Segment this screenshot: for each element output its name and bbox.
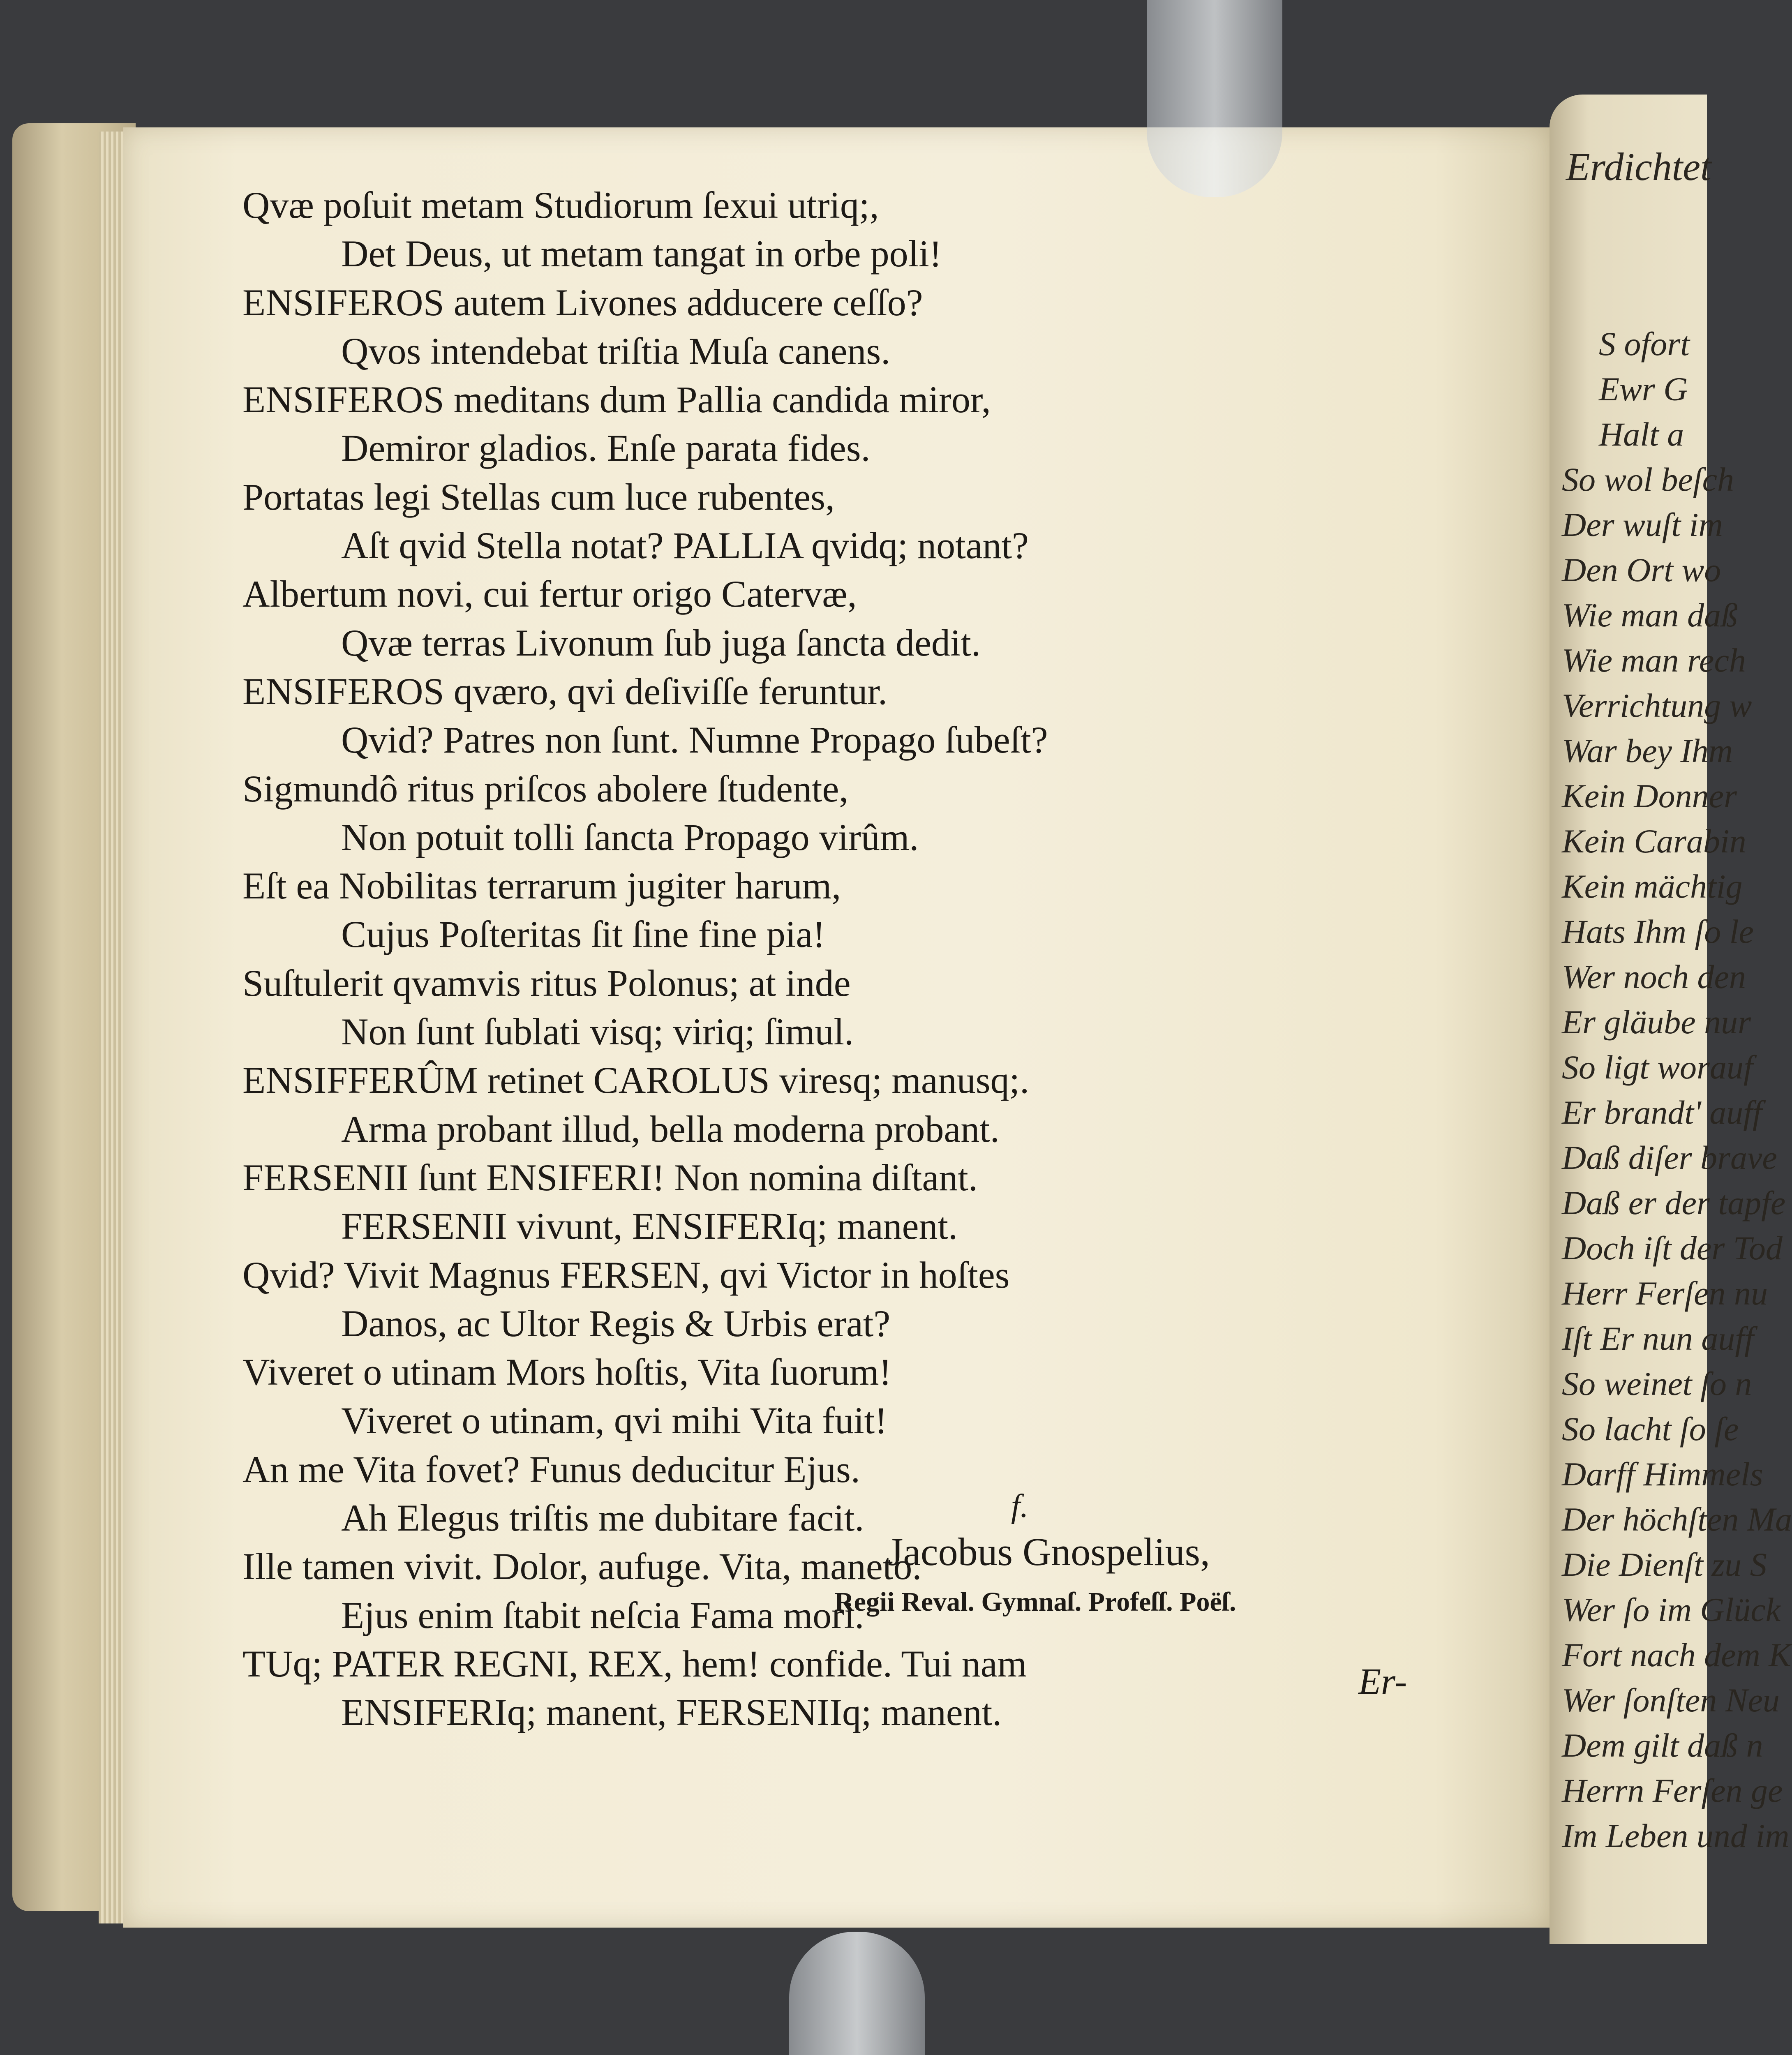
facing-page-line: Dem gilt daß n xyxy=(1562,1727,1763,1764)
facing-page-line: Erdichtet xyxy=(1566,145,1711,189)
facing-page-line: So wol beſch xyxy=(1562,461,1734,498)
poem-line: Ejus enim ſtabit neſcia Fama mori. xyxy=(341,1594,864,1636)
facing-page-line: Daß er der tapfe xyxy=(1562,1184,1786,1221)
facing-page-line: Der höchſten Ma xyxy=(1562,1501,1792,1538)
facing-page-line: Fort nach dem K xyxy=(1562,1636,1791,1674)
poem-line: Sigmundô ritus priſcos abolere ſtudente, xyxy=(242,767,849,810)
facing-page-line: Er brandt' auff xyxy=(1562,1094,1762,1131)
facing-page-line: Daß diſer brave xyxy=(1562,1139,1777,1176)
author-title: Regii Reval. Gymnaſ. Profeſſ. Poëſ. xyxy=(834,1587,1236,1617)
poem-line: TUq; PATER REGNI, REX, hem! confide. Tui nam xyxy=(242,1642,1027,1685)
facing-page-line: Kein Carabin xyxy=(1562,822,1746,860)
poem-line: Viveret o utinam Mors hoſtis, Vita ſuorum! xyxy=(242,1351,892,1393)
facing-page-line: Hats Ihm ſo le xyxy=(1562,913,1754,950)
poem-line: Demiror gladios. Enſe parata fides. xyxy=(341,427,871,469)
poem-line: Viveret o utinam, qvi mihi Vita fuit! xyxy=(341,1399,887,1442)
poem-line: Suſtulerit qvamvis ritus Polonus; at inde xyxy=(242,962,851,1004)
author-name: Jacobus Gnospelius, xyxy=(888,1530,1210,1574)
poem-line: Qvid? Vivit Magnus FERSEN, qvi Victor in hoſtes xyxy=(242,1254,1010,1296)
facing-page-line: Herr Ferſen nu xyxy=(1562,1275,1768,1312)
facing-page-line: Wie man daß xyxy=(1562,596,1738,634)
poem-line: Non potuit tolli ſancta Propago virûm. xyxy=(341,816,919,858)
facing-page-line: So weinet ſo n xyxy=(1562,1365,1752,1402)
poem-line: Qvos intendebat triſtia Muſa canens. xyxy=(341,330,891,372)
poem-line: Qvæ terras Livonum ſub juga ſancta dedit. xyxy=(341,621,981,664)
poem-line: Arma probant illud, bella moderna probant. xyxy=(341,1108,1000,1150)
catchword: Er- xyxy=(1358,1661,1407,1702)
poem-line: Non ſunt ſublati visq; viriq; ſimul. xyxy=(341,1011,854,1053)
facing-page-line: Halt a xyxy=(1599,416,1684,453)
facing-page-line: Herrn Ferſen ge xyxy=(1562,1772,1783,1809)
facing-page-line: Der wuſt im xyxy=(1562,506,1723,543)
page-clip-top xyxy=(1147,0,1282,197)
poem-line: Det Deus, ut metam tangat in orbe poli! xyxy=(341,233,942,275)
facing-page-line: Den Ort wo xyxy=(1562,551,1721,589)
poem-line: Aſt qvid Stella notat? PALLIA qvidq; notant? xyxy=(341,524,1029,567)
poem-line: ENSIFERIq; manent, FERSENIIq; manent. xyxy=(341,1691,1002,1734)
facing-page-line: Kein Donner xyxy=(1562,777,1737,815)
facing-page-line: Verrichtung w xyxy=(1562,687,1752,724)
poem-line: ENSIFEROS qværo, qvi deſiviſſe feruntur. xyxy=(242,670,888,712)
poem-line: Eſt ea Nobilitas terrarum jugiter harum, xyxy=(242,865,841,907)
facing-page-line: Darff Himmels xyxy=(1562,1455,1763,1493)
facing-page xyxy=(1550,95,1792,1944)
page-clip-bottom xyxy=(789,1932,925,2055)
poem-line: Ille tamen vivit. Dolor, aufuge. Vita, maneto. xyxy=(242,1545,922,1588)
poem-line: FERSENII ſunt ENSIFERI! Non nomina diſtant. xyxy=(242,1156,978,1198)
facing-page-line: Doch iſt der Tod xyxy=(1562,1229,1783,1267)
facing-page-line: S ofort xyxy=(1599,325,1690,363)
poem-line: ENSIFFERÛM retinet CAROLUS viresq; manusq;. xyxy=(242,1059,1030,1101)
poem-line: ENSIFEROS autem Livones adducere ceſſo? xyxy=(242,281,923,323)
poem-line: Portatas legi Stellas cum luce rubentes, xyxy=(242,476,835,518)
facing-page-line: So lacht ſo ſe xyxy=(1562,1410,1739,1448)
poem-line: Qvid? Patres non ſunt. Numne Propago ſubeſt? xyxy=(341,719,1048,761)
facing-page-line: So ligt worauf xyxy=(1562,1048,1753,1086)
poem-line: Qvæ poſuit metam Studiorum ſexui utriq;, xyxy=(242,184,879,226)
facing-page-line: Im Leben und im xyxy=(1562,1817,1790,1854)
poem-text xyxy=(242,181,1434,1737)
poem-line: An me Vita fovet? Funus deducitur Ejus. xyxy=(242,1448,860,1490)
poem-line: Albertum novi, cui fertur origo Catervæ, xyxy=(242,573,857,615)
facing-page-line: Wie man rech xyxy=(1562,642,1746,679)
poem-line: Cujus Poſteritas ſit ſine fine pia! xyxy=(341,913,825,956)
facing-page-line: Wer noch den xyxy=(1562,958,1746,995)
facing-page-line: War bey Ihm xyxy=(1562,732,1733,769)
signature-mark: f. xyxy=(1011,1488,1029,1524)
poem-line: Danos, ac Ultor Regis & Urbis erat? xyxy=(341,1302,891,1344)
facing-page-line: Kein mächtig xyxy=(1562,868,1743,905)
poem-line: ENSIFEROS meditans dum Pallia candida miror, xyxy=(242,379,991,421)
facing-page-line: Iſt Er nun auff xyxy=(1562,1320,1754,1357)
facing-page-line: Die Dienſt zu S xyxy=(1562,1546,1767,1583)
facing-page-line: Wer ſonſten Neu xyxy=(1562,1681,1780,1719)
poem-line: Ah Elegus triſtis me dubitare facit. xyxy=(341,1497,864,1539)
facing-page-line: Ewr G xyxy=(1599,370,1688,408)
facing-page-line: Er gläube nur xyxy=(1562,1003,1751,1041)
poem-line: FERSENII vivunt, ENSIFERIq; manent. xyxy=(341,1205,958,1247)
facing-page-line: Wer ſo im Glück xyxy=(1562,1591,1781,1628)
